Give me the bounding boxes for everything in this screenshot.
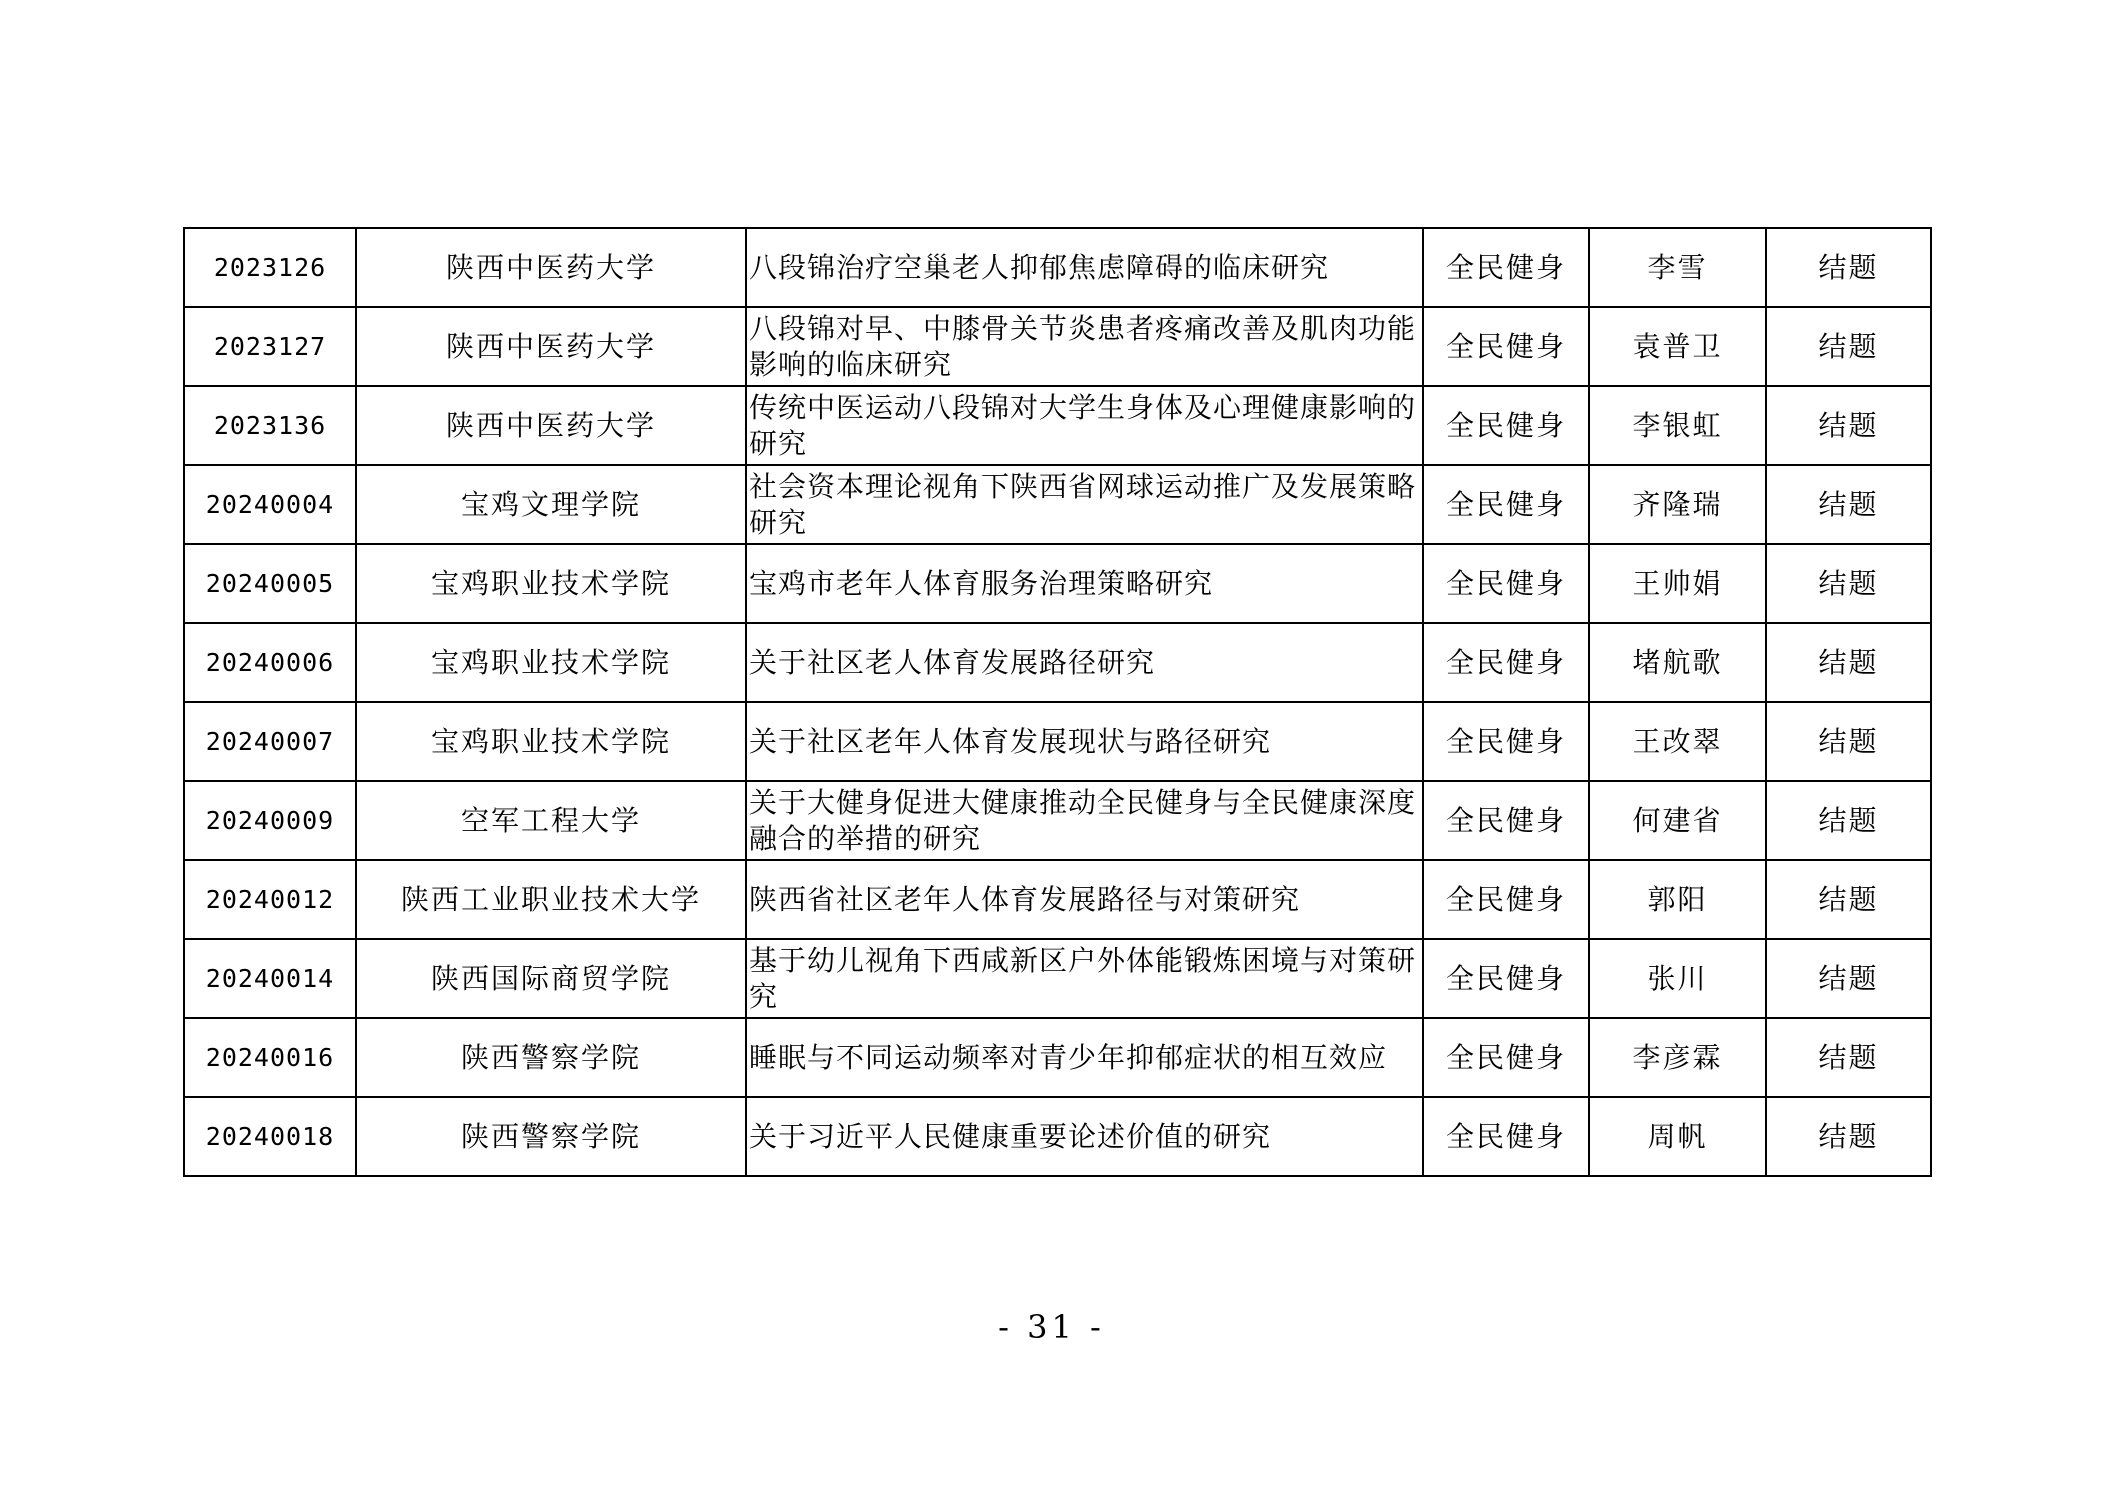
project-title-cell: 关于习近平人民健康重要论述价值的研究 bbox=[746, 1097, 1423, 1176]
table-row bbox=[184, 1097, 1931, 1176]
person-cell: 何建省 bbox=[1589, 781, 1766, 860]
status-cell: 结题 bbox=[1766, 1097, 1931, 1176]
table-row bbox=[184, 1018, 1931, 1097]
institution-cell: 陕西中医药大学 bbox=[356, 228, 746, 307]
category-cell: 全民健身 bbox=[1423, 702, 1589, 781]
table-row bbox=[184, 860, 1931, 939]
project-title-cell: 关于大健身促进大健康推动全民健身与全民健康深度融合的举措的研究 bbox=[746, 781, 1423, 860]
category-cell: 全民健身 bbox=[1423, 307, 1589, 386]
status-cell: 结题 bbox=[1766, 702, 1931, 781]
project-code-cell: 20240006 bbox=[184, 623, 356, 702]
project-title-cell: 宝鸡市老年人体育服务治理策略研究 bbox=[746, 544, 1423, 623]
project-title-cell: 陕西省社区老年人体育发展路径与对策研究 bbox=[746, 860, 1423, 939]
person-cell: 李雪 bbox=[1589, 228, 1766, 307]
institution-cell: 陕西警察学院 bbox=[356, 1018, 746, 1097]
category-cell: 全民健身 bbox=[1423, 1018, 1589, 1097]
category-cell: 全民健身 bbox=[1423, 860, 1589, 939]
status-cell: 结题 bbox=[1766, 1018, 1931, 1097]
project-code-cell: 20240009 bbox=[184, 781, 356, 860]
project-code-cell: 20240005 bbox=[184, 544, 356, 623]
table-row bbox=[184, 544, 1931, 623]
institution-cell: 陕西国际商贸学院 bbox=[356, 939, 746, 1018]
table-row bbox=[184, 939, 1931, 1018]
status-cell: 结题 bbox=[1766, 860, 1931, 939]
institution-cell: 陕西中医药大学 bbox=[356, 307, 746, 386]
project-code-cell: 20240016 bbox=[184, 1018, 356, 1097]
institution-cell: 陕西警察学院 bbox=[356, 1097, 746, 1176]
table-row bbox=[184, 623, 1931, 702]
status-cell: 结题 bbox=[1766, 307, 1931, 386]
table-row bbox=[184, 781, 1931, 860]
category-cell: 全民健身 bbox=[1423, 465, 1589, 544]
category-cell: 全民健身 bbox=[1423, 544, 1589, 623]
table-row bbox=[184, 307, 1931, 386]
person-cell: 齐隆瑞 bbox=[1589, 465, 1766, 544]
project-title-cell: 睡眠与不同运动频率对青少年抑郁症状的相互效应 bbox=[746, 1018, 1423, 1097]
project-title-cell: 基于幼儿视角下西咸新区户外体能锻炼困境与对策研究 bbox=[746, 939, 1423, 1018]
project-code-cell: 2023126 bbox=[184, 228, 356, 307]
project-title-cell: 关于社区老年人体育发展现状与路径研究 bbox=[746, 702, 1423, 781]
category-cell: 全民健身 bbox=[1423, 1097, 1589, 1176]
table-row bbox=[184, 386, 1931, 465]
project-table bbox=[183, 227, 1932, 1177]
person-cell: 周帆 bbox=[1589, 1097, 1766, 1176]
project-title-cell: 关于社区老人体育发展路径研究 bbox=[746, 623, 1423, 702]
category-cell: 全民健身 bbox=[1423, 623, 1589, 702]
person-cell: 堵航歌 bbox=[1589, 623, 1766, 702]
category-cell: 全民健身 bbox=[1423, 228, 1589, 307]
institution-cell: 宝鸡职业技术学院 bbox=[356, 544, 746, 623]
status-cell: 结题 bbox=[1766, 465, 1931, 544]
category-cell: 全民健身 bbox=[1423, 939, 1589, 1018]
person-cell: 袁普卫 bbox=[1589, 307, 1766, 386]
project-title-cell: 社会资本理论视角下陕西省网球运动推广及发展策略研究 bbox=[746, 465, 1423, 544]
institution-cell: 宝鸡职业技术学院 bbox=[356, 623, 746, 702]
person-cell: 李彦霖 bbox=[1589, 1018, 1766, 1097]
person-cell: 李银虹 bbox=[1589, 386, 1766, 465]
institution-cell: 陕西中医药大学 bbox=[356, 386, 746, 465]
institution-cell: 宝鸡文理学院 bbox=[356, 465, 746, 544]
person-cell: 王帅娟 bbox=[1589, 544, 1766, 623]
table-body bbox=[184, 228, 1931, 1176]
status-cell: 结题 bbox=[1766, 939, 1931, 1018]
status-cell: 结题 bbox=[1766, 781, 1931, 860]
project-code-cell: 20240012 bbox=[184, 860, 356, 939]
table-row bbox=[184, 228, 1931, 307]
project-title-cell: 八段锦对早、中膝骨关节炎患者疼痛改善及肌肉功能影响的临床研究 bbox=[746, 307, 1423, 386]
project-code-cell: 20240014 bbox=[184, 939, 356, 1018]
category-cell: 全民健身 bbox=[1423, 781, 1589, 860]
project-code-cell: 2023136 bbox=[184, 386, 356, 465]
project-title-cell: 八段锦治疗空巢老人抑郁焦虑障碍的临床研究 bbox=[746, 228, 1423, 307]
project-code-cell: 20240018 bbox=[184, 1097, 356, 1176]
person-cell: 郭阳 bbox=[1589, 860, 1766, 939]
category-cell: 全民健身 bbox=[1423, 386, 1589, 465]
status-cell: 结题 bbox=[1766, 228, 1931, 307]
institution-cell: 空军工程大学 bbox=[356, 781, 746, 860]
status-cell: 结题 bbox=[1766, 544, 1931, 623]
project-code-cell: 20240007 bbox=[184, 702, 356, 781]
status-cell: 结题 bbox=[1766, 623, 1931, 702]
page-number: - 31 - bbox=[998, 1308, 1105, 1346]
table-row bbox=[184, 702, 1931, 781]
institution-cell: 宝鸡职业技术学院 bbox=[356, 702, 746, 781]
project-code-cell: 20240004 bbox=[184, 465, 356, 544]
table-row bbox=[184, 465, 1931, 544]
project-code-cell: 2023127 bbox=[184, 307, 356, 386]
institution-cell: 陕西工业职业技术大学 bbox=[356, 860, 746, 939]
status-cell: 结题 bbox=[1766, 386, 1931, 465]
project-title-cell: 传统中医运动八段锦对大学生身体及心理健康影响的研究 bbox=[746, 386, 1423, 465]
person-cell: 张川 bbox=[1589, 939, 1766, 1018]
person-cell: 王改翠 bbox=[1589, 702, 1766, 781]
